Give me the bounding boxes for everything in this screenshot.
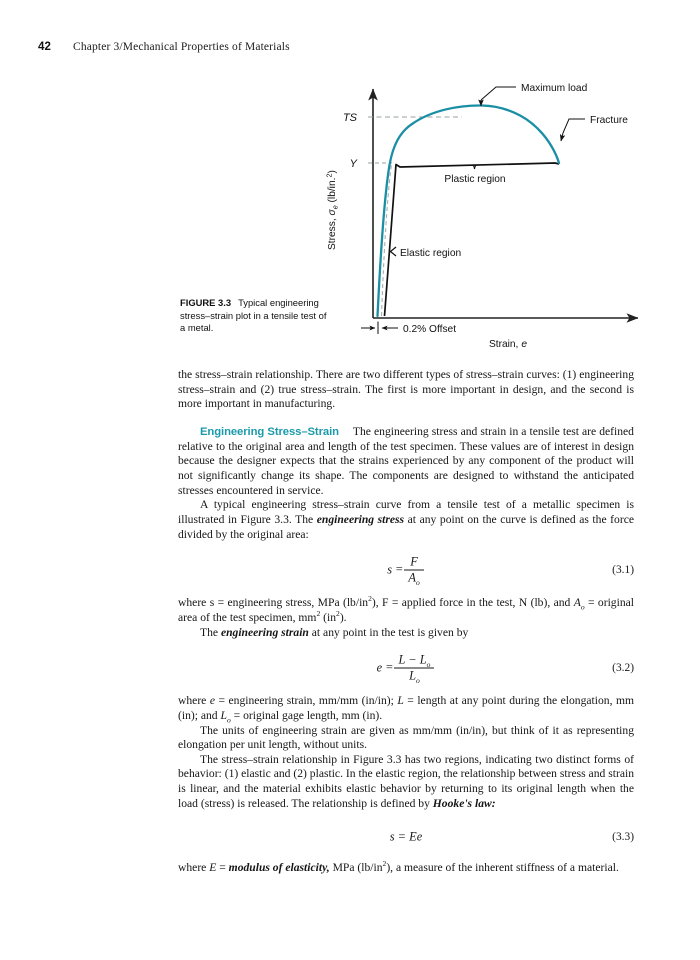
figure-caption <box>180 297 330 335</box>
paragraph-4-d: (in <box>320 610 337 624</box>
y-tick-y: Y <box>349 158 357 170</box>
paragraph-6-c: = length at any point during the elongation, mm (in); and <box>178 694 634 722</box>
y-axis-label-prefix: Stress, <box>327 215 338 250</box>
figure-caption-line3: in a tensile test of a metal. <box>180 309 327 334</box>
paragraph-4 <box>178 596 634 625</box>
paragraph-6-b: = engineering strain, mm/mm (in/in); <box>214 694 398 708</box>
y-axis-label-units: (lb/in. <box>327 177 338 206</box>
paragraph-9-d: MPa (lb/in <box>329 861 383 875</box>
paragraph-6-d: = original gage length, mm (in). <box>230 708 383 722</box>
figure-label: FIGURE 3.3 <box>180 297 232 308</box>
y-axis-label-units-sup: 2 <box>324 173 334 178</box>
paragraph-4-c: = original area of the test specimen, mm <box>178 596 634 624</box>
annotation-maximum-load-label: Maximum load <box>521 83 588 94</box>
section-heading: Engineering Stress–Strain <box>200 425 339 438</box>
chapter-title: Chapter 3/Mechanical Properties of Materials <box>73 41 290 53</box>
equation-3-1-denominator: $A_o$ <box>408 570 420 588</box>
annotation-fracture-label: Fracture <box>590 115 628 126</box>
figure-3-3 <box>0 75 700 360</box>
y-tick-ts: TS <box>342 112 357 124</box>
paragraph-2 <box>178 425 634 498</box>
paragraph-5-a: The <box>200 625 221 639</box>
paragraph-3 <box>178 498 634 542</box>
annotation-elastic-region-label: Elastic region <box>400 248 462 259</box>
annotation-plastic-region <box>444 165 505 185</box>
equation-3-1-lhs: s <box>387 562 393 577</box>
symbol-Lo: L <box>220 708 227 722</box>
symbol-e: e <box>209 694 215 708</box>
paragraph-4-sup3: 2 <box>336 609 340 619</box>
equation-3-2-body <box>178 652 634 686</box>
symbol-E: E <box>209 861 217 875</box>
annotation-fracture <box>561 115 628 141</box>
paragraph-5 <box>178 626 634 641</box>
page-number: 42 <box>38 41 51 53</box>
equation-3-3-number: (3.3) <box>612 831 634 844</box>
paragraph-1: the stress–strain relationship. There are two different types of stress–strain curves: (1) engineering stress–strain and (2) true stress–strain. The first is more important in design, and the second is more important in manufacturing. <box>178 368 634 411</box>
paragraph-3-c: at any point on the curve is defined as the force divided by the original area: <box>178 512 634 541</box>
figure-caption-line2: engineering stress–strain plot <box>180 297 319 321</box>
equation-3-1-fraction <box>404 554 423 588</box>
chart-tick-guides <box>368 117 462 163</box>
symbol-Ao-sub: o <box>580 602 585 612</box>
paragraph-4-b: ), F = applied force in the test, N (lb), and <box>371 596 574 610</box>
paragraph-4-sup1: 2 <box>368 594 372 604</box>
running-head <box>38 41 290 53</box>
equation-3-2-denominator: $L_o$ <box>409 668 420 686</box>
equation-3-3-body: s = Ee <box>389 829 423 844</box>
reference-curve-black <box>385 163 560 316</box>
paragraph-9-sup: 2 <box>382 859 387 869</box>
equation-3-2-number: (3.2) <box>612 662 634 675</box>
paragraph-9 <box>178 861 634 876</box>
equation-3-2-numerator: $L - L_o$ <box>394 654 434 669</box>
annotation-offset <box>361 322 456 336</box>
y-axis-label <box>325 170 340 250</box>
equation-3-1-equals: = <box>395 562 404 577</box>
annotation-offset-label: 0.2% Offset <box>403 324 457 335</box>
x-axis-label <box>489 339 527 350</box>
term-modulus-of-elasticity: modulus of elasticity, <box>228 861 330 875</box>
figure-caption-line1: Typical <box>238 297 268 308</box>
equation-3-2 <box>178 648 634 688</box>
paragraph-9-a: where <box>178 861 210 875</box>
paragraph-9-e: ), a measure of the inherent stiffness of a material. <box>386 861 619 875</box>
annotation-maximum-load <box>481 83 588 106</box>
y-axis-label-sigma: σ <box>327 209 338 216</box>
x-axis-label-italic: e <box>521 339 528 350</box>
equation-3-3 <box>178 819 634 855</box>
symbol-Ao: A <box>573 596 581 610</box>
stress-strain-chart <box>320 75 660 360</box>
annotation-elastic-region <box>391 247 462 259</box>
paragraph-4-e: ). <box>339 610 347 624</box>
x-axis-label-plain: Strain, <box>488 339 519 350</box>
annotation-plastic-region-label: Plastic region <box>444 174 506 185</box>
y-axis-label-sub: e <box>330 205 340 210</box>
stress-strain-curve <box>378 105 560 316</box>
symbol-L: L <box>397 694 404 708</box>
paragraph-2-text: The engineering stress and strain in a tensile test are defined relative to the original area and length of the test specimen. These values are of interest in design because the designer expects that the strains experienced by any component of the product will not significantly change its shape. The components are designed to withstand the anticipated stresses encountered in service. <box>178 424 634 497</box>
y-axis-label-units-end: ) <box>327 170 338 174</box>
paragraph-9-b: = <box>216 861 229 875</box>
equation-3-2-fraction <box>394 652 434 686</box>
term-hookes-law: Hooke's law: <box>432 796 496 810</box>
paragraph-8-a: The stress–strain relationship in Figure 3.3 has two regions, indicating two distinct forms of behavior: (1) elastic and (2) plastic. In the elastic region, the relationship between stress and strain is linear, and the material exhibits elastic behavior by returning to its original length when the load (stress) is released. The relationship is defined by <box>178 752 634 810</box>
paragraph-7: The units of engineering strain are given as mm/mm (in/in), but think of it as representing elongation per unit length, without units. <box>178 723 634 752</box>
paragraph-6-a: where <box>178 694 210 708</box>
equation-3-2-lhs: e <box>376 660 383 675</box>
paragraph-4-a: where s = engineering stress, MPa (lb/in <box>178 596 369 610</box>
body-text-column <box>178 368 634 876</box>
equation-3-1 <box>178 550 634 590</box>
equation-3-1-number: (3.1) <box>612 564 634 577</box>
equation-3-1-numerator: F <box>404 556 423 571</box>
paragraph-5-c: at any point in the test is given by <box>308 625 469 639</box>
paragraph-8 <box>178 753 634 812</box>
symbol-Lo-sub: o <box>226 715 231 725</box>
paragraph-3-a: A typical engineering stress–strain curve from a tensile test of a metallic specimen is illustrated in Figure 3.3. The <box>178 498 634 526</box>
paragraph-4-sup2: 2 <box>316 609 321 619</box>
paragraph-6 <box>178 694 634 723</box>
term-engineering-strain: engineering strain <box>220 625 309 639</box>
equation-3-1-body <box>178 554 634 588</box>
equation-3-2-equals: = <box>385 660 394 675</box>
term-engineering-stress: engineering stress <box>316 512 405 526</box>
